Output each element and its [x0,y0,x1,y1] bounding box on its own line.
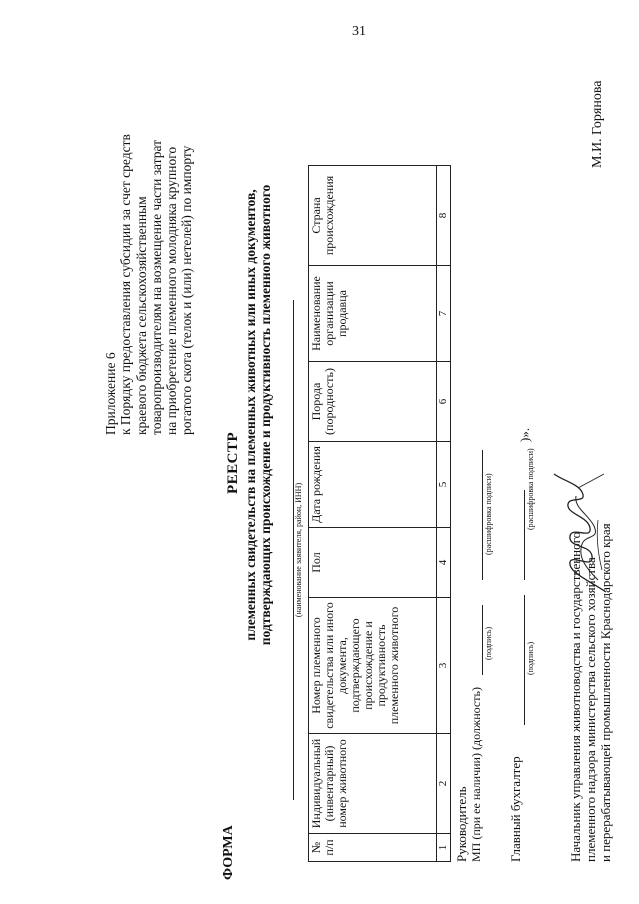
document-title: РЕЕСТР [225,431,241,494]
column-number: 1 [437,834,451,862]
registry-table [308,165,451,862]
accountant-decode-line [524,490,525,580]
appendix-note [103,55,195,435]
column-number: 7 [437,266,451,362]
page-number: 31 [352,24,366,39]
appendix-line: краевого бюджета сельскохозяйственным [133,196,149,435]
accountant-decode-tail: )». [517,427,532,442]
rotated-document [28,30,628,890]
column-number: 4 [437,528,451,598]
footer-line: Начальник управления животноводства и государственного [568,531,583,862]
header-cell: Индивидуальный (инвентарный) номер животного [309,734,437,834]
mp-label: МП (при ее наличии) (должность) [469,687,483,862]
column-number: 8 [437,166,451,266]
accountant-decode-caption: (расшифровка подписи) [526,448,535,530]
appendix-line: Приложение 6 [103,352,118,435]
head-decode-line [482,450,483,580]
document-subtitle [243,85,273,745]
appendix-line: к Порядку предоставления субсидии за счет средств [118,134,134,435]
table-header-row [309,166,437,862]
handwritten-signature-image [548,470,613,600]
head-signature-line [482,605,483,675]
column-number: 3 [437,598,451,734]
head-signature-caption: (подпись) [484,626,493,660]
column-number: 6 [437,362,451,442]
signatory-name: М.И. Горянова [590,80,605,168]
table-number-row [437,166,451,862]
subtitle-line: подтверждающих происхождение и продуктивность племенного животного [258,184,273,646]
header-cell: Страна происхождения [309,166,437,266]
footer-line: племенного надзора министерства сельского хозяйства [583,557,598,862]
header-cell: Номер племенного свидетельства или иного документа, подтверждающего происхождение и продуктивность племенного животного [309,598,437,734]
header-cell: № п/п [309,834,437,862]
applicant-caption: (наименование заявителя, район, ИНН) [294,482,303,618]
header-cell: Порода (породность) [309,362,437,442]
accountant-signature-caption: (подпись) [526,641,535,675]
subtitle-line: племенных свидетельств на племенных животных или иных документов, [243,189,258,641]
form-label: ФОРМА [221,825,236,880]
header-cell: Пол [309,528,437,598]
accountant-label: Главный бухгалтер [508,756,523,862]
header-cell: Наименование организации продавца [309,266,437,362]
column-number: 5 [437,442,451,528]
appendix-line: рогатого скота (телок и (или) нетелей) по импорту [179,145,195,435]
accountant-signature-line [524,595,525,725]
head-label: Руководитель [454,786,469,862]
column-number: 2 [437,734,451,834]
header-cell: Дата рождения [309,442,437,528]
appendix-line: товаропроизводителям на возмещение части затрат [148,139,164,435]
footer-line: и перерабатывающей промышленности Краснодарского края [598,523,613,862]
head-decode-caption: (расшифровка подписи) [484,473,493,555]
appendix-line: на приобретение племенного молодняка крупного [164,146,180,435]
